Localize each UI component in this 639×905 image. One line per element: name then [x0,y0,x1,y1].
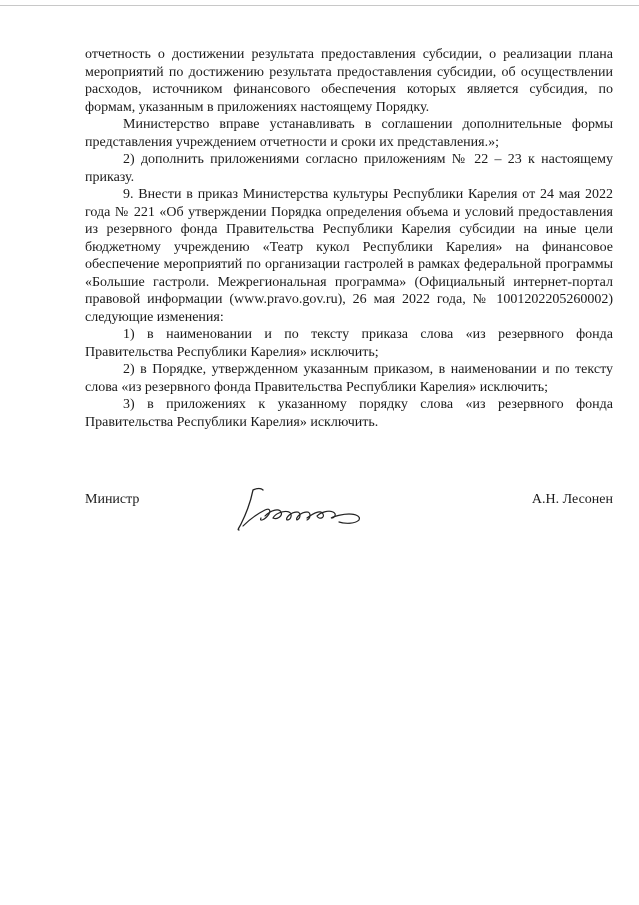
paragraph-amend-2: 2) в Порядке, утвержденном указанным приказом, в наименовании и по тексту слова «из резервного фонда Правительства Республики Карелия» исключить; [85,362,613,395]
paragraph-ministry-rights: Министерство вправе устанавливать в соглашении дополнительные формы представления учреждением отчетности и сроки их представления.»; [85,117,613,150]
signer-name: А.Н. Лесонен [531,492,613,507]
scan-top-edge [0,5,639,6]
signer-title: Министр [85,492,140,507]
paragraph-amend-3: 3) в приложениях к указанному порядку слова «из резервного фонда Правительства Республики Карелия» исключить. [85,397,613,430]
paragraph-amend-1: 1) в наименовании и по тексту приказа слова «из резервного фонда Правительства Республики Карелия» исключить; [85,327,613,360]
paragraph-item-2-appendices: 2) дополнить приложениями согласно приложениям № 22 – 23 к настоящему приказу. [85,152,613,185]
paragraph-item-9-amend-order: 9. Внести в приказ Министерства культуры Республики Карелия от 24 мая 2022 года № 221 «Об утверждении Порядка определения объема и условий предоставления из резервного фонда Правительства Республики Карелия субсидии на иные цели бюджетному учреждению «Театр кукол Республики Карелия» на финансовое обеспечение мероприятий по организации гастролей в рамках федеральной программы «Большие гастроли. Межрегиональная программа» (Официальный интернет-портал правовой информации (www.pravo.gov.ru), 26 мая 2022 года, № 1001202205260002) следующие изменения: [85,187,613,325]
signature-block [85,492,613,552]
document-body [85,46,613,431]
paragraph-continuation: отчетность о достижении результата предоставления субсидии, о реализации плана мероприятий по достижению результата предоставления субсидии, об осуществлении расходов, источником финансового обеспечения которых является субсидия, по формам, указанным в приложениях настоящему Порядку. [85,47,613,115]
handwritten-signature [235,480,375,540]
